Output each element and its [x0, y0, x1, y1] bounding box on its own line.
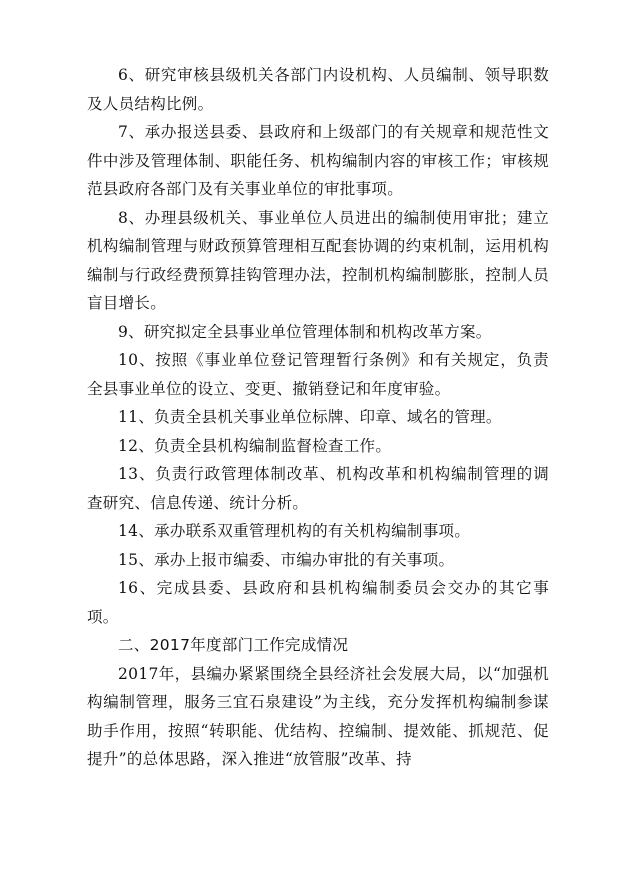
- paragraph-item-16: 16、完成县委、县政府和县机构编制委员会交办的其它事项。: [87, 579, 549, 626]
- paragraph-item-11: 11、负责全县机关事业单位标牌、印章、域名的管理。: [118, 408, 502, 426]
- document-body: [87, 61, 549, 774]
- paragraph-item-15: 15、承办上报市编委、市编办审批的有关事项。: [118, 550, 455, 569]
- paragraph-item-7: 7、承办报送县委、县政府和上级部门的有关规章和规范性文件中涉及管理体制、职能任务、机构编制内容的审核工作；审核规范县政府各部门及有关事业单位的审批事项。: [87, 123, 549, 198]
- paragraph-item-12: 12、负责全县机构编制监督检查工作。: [118, 436, 392, 455]
- paragraph-item-13: 13、负责行政管理体制改革、机构改革和机构编制管理的调查研究、信息传递、统计分析。: [87, 465, 549, 512]
- paragraph-item-6: 6、研究审核县级机关各部门内设机构、人员编制、领导职数及人员结构比例。: [87, 66, 549, 113]
- paragraph-item-10: 10、按照《事业单位登记管理暂行条例》和有关规定，负责全县事业单位的设立、变更、撤销登记和年度审验。: [87, 351, 549, 398]
- section-paragraph: 2017年，县编办紧紧围绕全县经济社会发展大局，以“加强机构编制管理，服务三宜石泉建设”为主线，充分发挥机构编制参谋助手作用，按照“转职能、优结构、控编制、提效能、抓规范、促提升”的总体思路，深入推进“放管服”改革、持: [87, 664, 549, 768]
- paragraph-item-14: 14、承办联系双重管理机构的有关机构编制事项。: [118, 522, 471, 540]
- paragraph-item-8: 8、办理县级机关、事业单位人员进出的编制使用审批；建立机构编制管理与财政预算管理相互配套协调的约束机制，运用机构编制与行政经费预算挂钩管理办法，控制机构编制膨胀，控制人员盲目增长。: [87, 208, 549, 312]
- section-heading: 二、2017年度部门工作完成情况: [118, 636, 349, 654]
- paragraph-item-9: 9、研究拟定全县事业单位管理体制和机构改革方案。: [118, 322, 492, 341]
